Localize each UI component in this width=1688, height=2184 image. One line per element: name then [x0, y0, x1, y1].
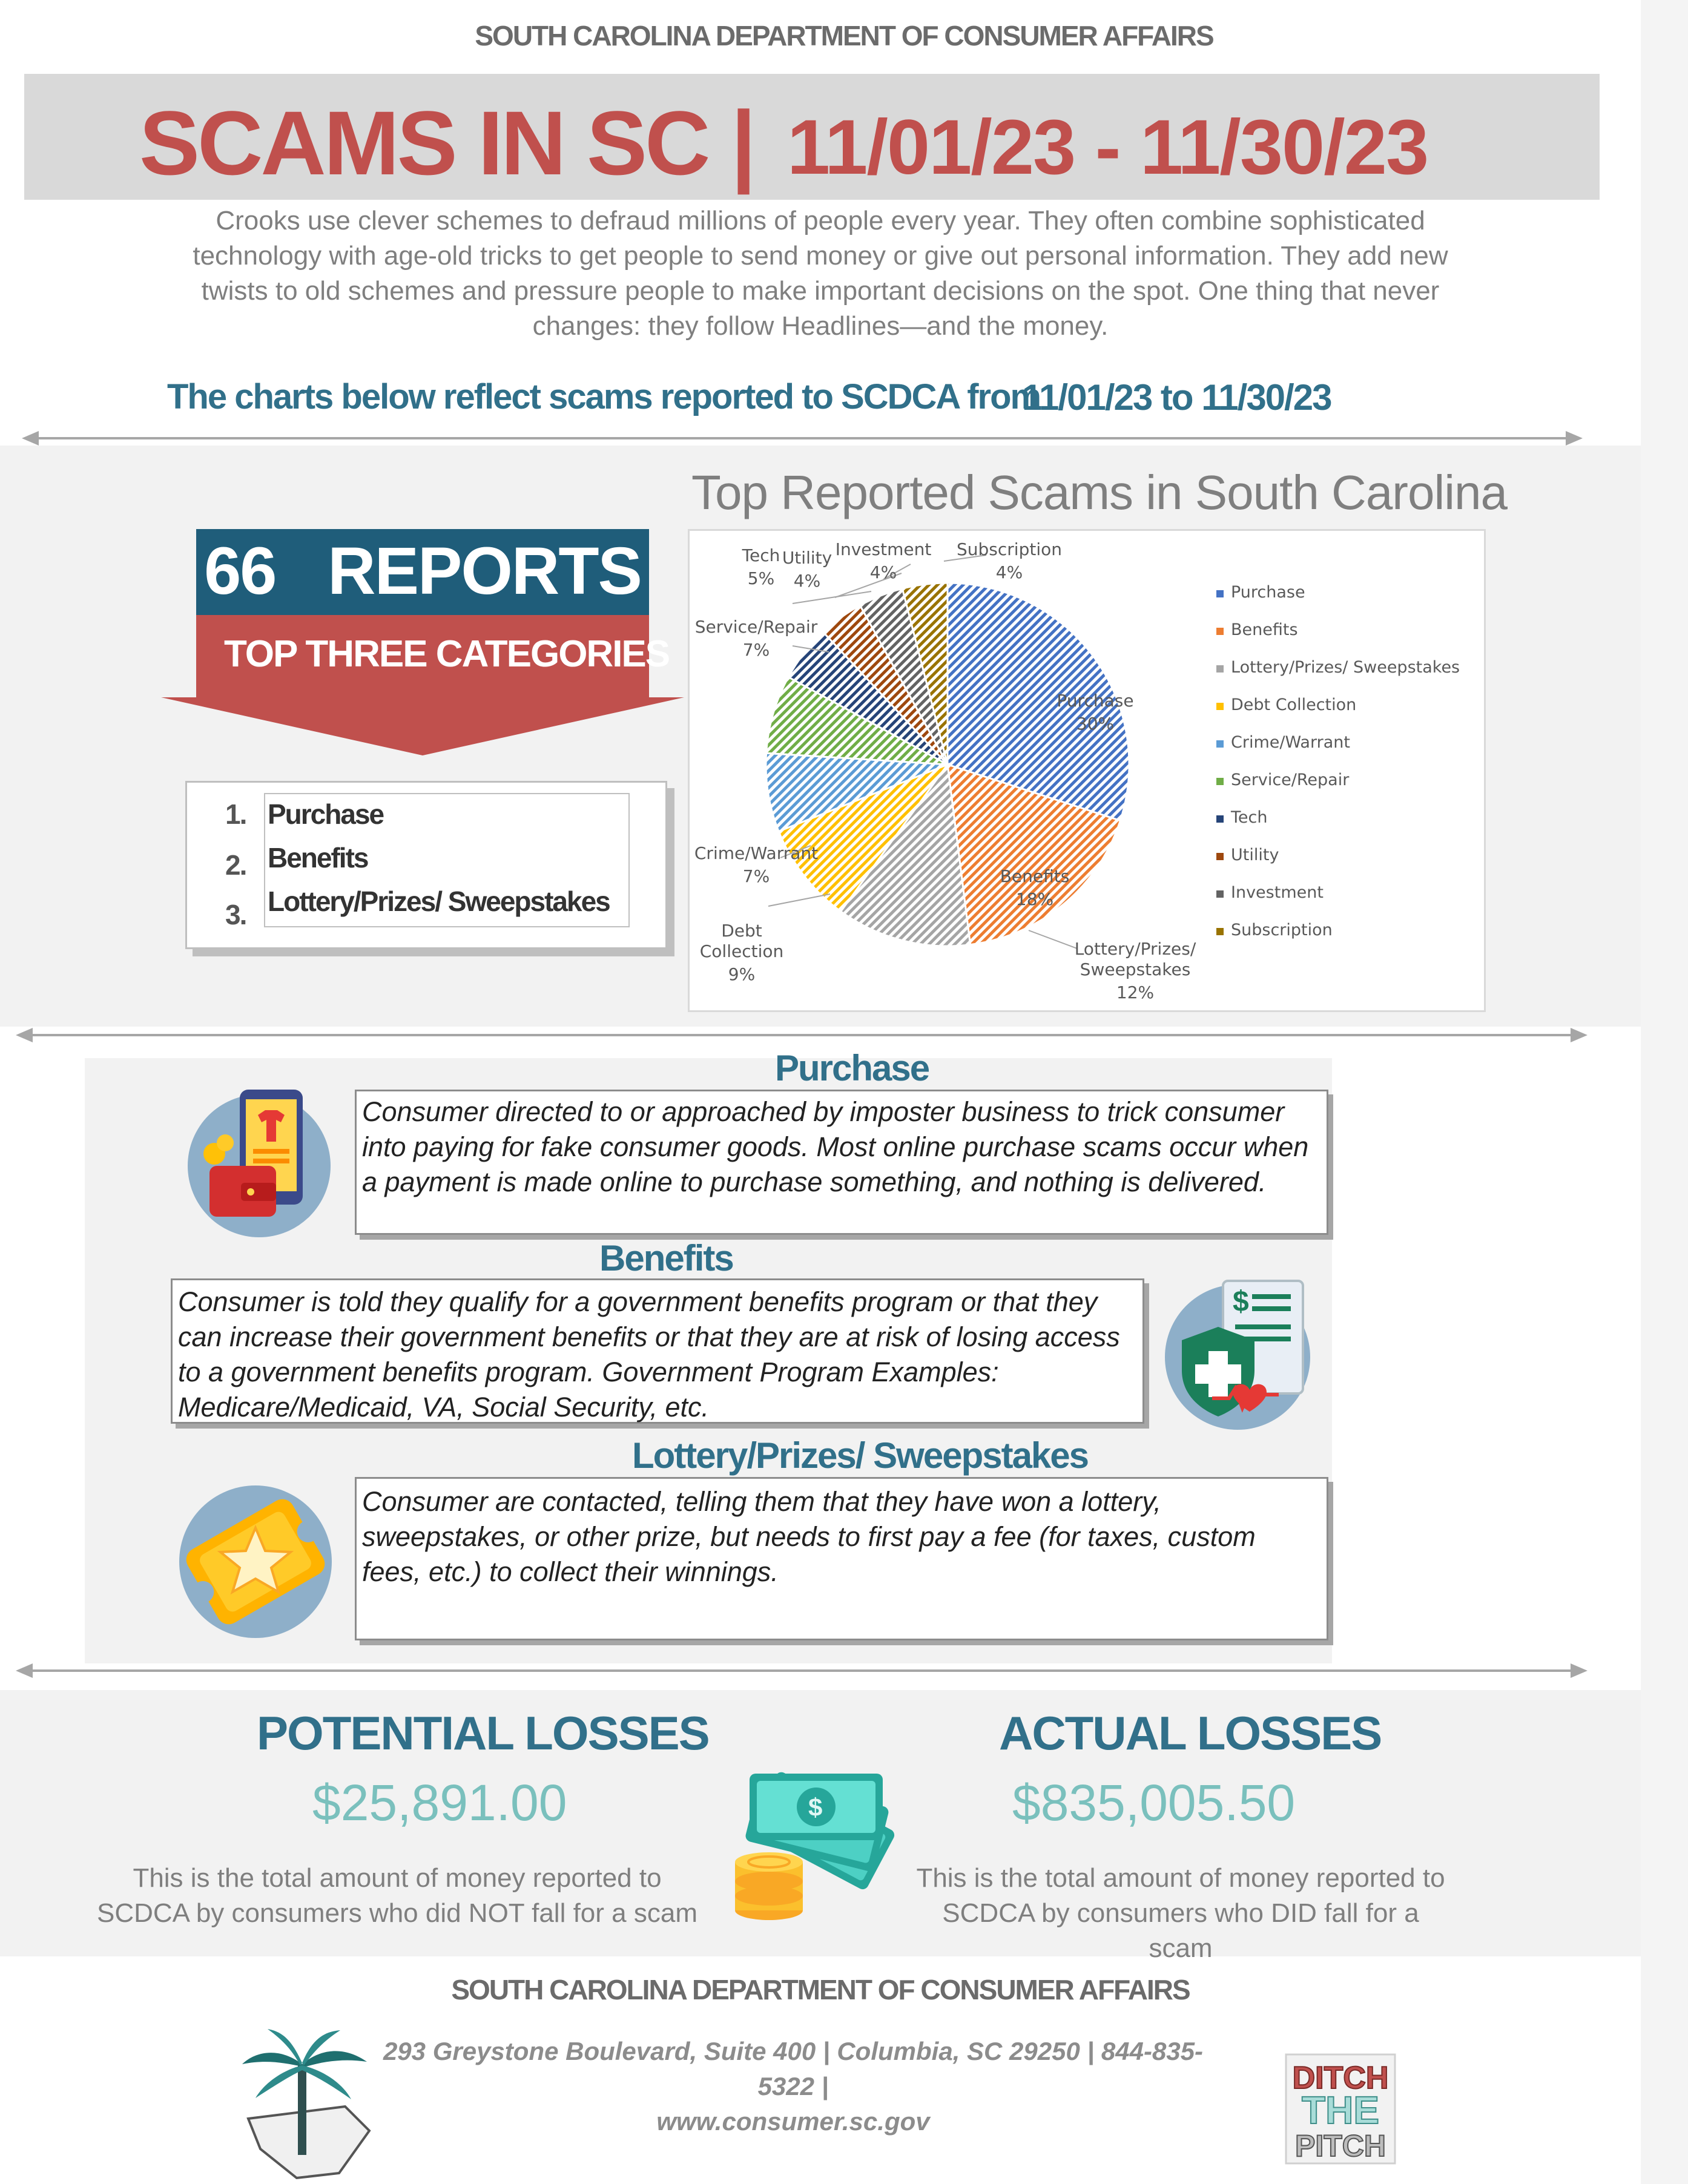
divider-line: [30, 1669, 1573, 1672]
divider-arrow-left-icon: [16, 1663, 33, 1678]
legend-swatch: [1216, 815, 1224, 823]
pie-label-name: Investment: [835, 539, 932, 559]
potential-losses-amount: $25,891.00: [312, 1774, 567, 1831]
money-stack-icon: [720, 1755, 902, 1925]
pie-label-name: Service/Repair: [694, 617, 818, 637]
legend-entry: Service/Repair: [1231, 771, 1350, 789]
pie-label-value: 5%: [747, 568, 775, 588]
list-item-number: 2.: [225, 849, 246, 881]
pie-label-value: 7%: [742, 866, 770, 886]
list-item: Benefits: [268, 842, 368, 873]
legend-swatch: [1216, 928, 1224, 935]
pie-label-name: Subscription: [957, 539, 1062, 559]
charts-from-label: The charts below reflect scams reported to SCDCA from: [167, 377, 1041, 416]
pie-label-value: 30%: [1076, 714, 1115, 734]
legend-entry: Utility: [1231, 846, 1279, 864]
south-carolina-palmetto-logo: [224, 2028, 387, 2179]
legend-swatch: [1216, 628, 1224, 635]
header-department: SOUTH CAROLINA DEPARTMENT OF CONSUMER AFFAIRS: [475, 20, 1213, 51]
legend-entry: Subscription: [1231, 921, 1333, 939]
legend-entry: Benefits: [1231, 620, 1298, 639]
footer-department: SOUTH CAROLINA DEPARTMENT OF CONSUMER AFFAIRS: [451, 1974, 1190, 2005]
pie-label-value: 4%: [869, 562, 897, 582]
actual-losses-title: ACTUAL LOSSES: [999, 1706, 1382, 1760]
legend-entry: Crime/Warrant: [1231, 733, 1350, 752]
page-title: SCAMS IN SC |: [139, 92, 754, 194]
legend-swatch: [1216, 853, 1224, 860]
pie-label-name: Purchase: [1057, 691, 1134, 711]
ditch-line-2: THE: [1302, 2088, 1379, 2132]
pie-chart: [690, 531, 1484, 1010]
ditch-the-pitch-logo: [1282, 2051, 1403, 2169]
legend-entry: Tech: [1231, 808, 1268, 827]
svg-text:$: $: [1233, 1286, 1249, 1318]
actual-losses-amount: $835,005.50: [1012, 1774, 1296, 1831]
top-three-label: TOP THREE CATEGORIES: [224, 633, 670, 675]
section-title-purchase: Purchase: [775, 1048, 929, 1088]
pie-label-value: 7%: [742, 640, 770, 660]
legend-swatch: [1216, 590, 1224, 597]
list-item-number: 3.: [225, 899, 246, 930]
pie-label-name: Tech: [742, 545, 780, 565]
intro-paragraph: Crooks use clever schemes to defraud millions of people every year. They often combine sophisticated technology with age-old tricks to get people to send money or give out personal information. They add new twists to old schemes and pressure people to make important decisions on the spot. One thing that never changes: they follow Headlines—and the money.: [193, 206, 1448, 341]
pie-label-name: Lottery/Prizes/ Sweepstakes: [1074, 939, 1196, 979]
divider-line: [30, 1034, 1573, 1036]
health-benefits-icon: [1158, 1274, 1327, 1431]
divider-arrow-left-icon: [22, 431, 39, 446]
legend-entry: Lottery/Prizes/ Sweepstakes: [1231, 658, 1460, 677]
divider-arrow-left-icon: [16, 1028, 33, 1042]
divider-arrow-right-icon: [1566, 431, 1583, 446]
ditch-line-3: PITCH: [1295, 2129, 1386, 2163]
divider-line: [36, 437, 1568, 439]
footer-address: [363, 2034, 1223, 2139]
legend-swatch: [1216, 778, 1224, 785]
potential-losses-description: This is the total amount of money reported to SCDCA by consumers who did NOT fall for a scam: [97, 1863, 697, 1928]
benefits-description: Consumer is told they qualify for a government benefits program or that they can increase their government benefits or that they are at risk of losing access to a government benefits program. Government Program Examples: Medicare/Medicaid, VA, Social Security, etc.: [178, 1286, 1120, 1423]
charts-date-label: 11/01/23 to 11/30/23: [1022, 377, 1331, 418]
page-date-range: 11/01/23 - 11/30/23: [787, 104, 1428, 191]
pie-label-value: 4%: [995, 562, 1023, 582]
pie-leader-line: [1029, 930, 1077, 949]
footer-address-line: 293 Greystone Boulevard, Suite 400 | Columbia, SC 29250 | 844-835-5322 |: [383, 2037, 1204, 2100]
potential-losses-title: POTENTIAL LOSSES: [257, 1706, 709, 1760]
legend-swatch: [1216, 665, 1224, 673]
lottery-ticket-icon: [167, 1477, 343, 1644]
page-right-margin: [1641, 0, 1688, 2184]
legend-entry: Purchase: [1231, 583, 1305, 602]
pie-label-value: 18%: [1015, 889, 1054, 909]
lottery-description: Consumer are contacted, telling them that they have won a lottery, sweepstakes, or other prize, but needs to first pay a fee (for taxes, custom fees, etc.) to collect their winnings.: [362, 1486, 1256, 1587]
chart-title: Top Reported Scams in South Carolina: [691, 465, 1507, 519]
legend-entry: Debt Collection: [1231, 696, 1357, 714]
pie-label-name: Benefits: [1000, 866, 1070, 886]
legend-swatch: [1216, 703, 1224, 710]
pie-label-name: Utility: [782, 548, 832, 568]
pie-leader-line: [768, 894, 830, 906]
list-item: Lottery/Prizes/ Sweepstakes: [268, 886, 610, 917]
pie-leader-line: [793, 591, 871, 604]
list-item: Purchase: [268, 798, 384, 830]
section-title-benefits: Benefits: [599, 1238, 733, 1278]
list-item-number: 1.: [225, 798, 246, 830]
ditch-line-1: DITCH: [1292, 2061, 1389, 2096]
divider-arrow-right-icon: [1571, 1663, 1587, 1678]
svg-text:$: $: [808, 1793, 823, 1821]
reports-count: 66 REPORTS: [204, 534, 641, 608]
pie-label-value: 4%: [793, 571, 821, 591]
pie-label-name: Crime/Warrant: [694, 843, 819, 863]
chart-frame: [688, 529, 1486, 1012]
shopping-phone-icon: [173, 1081, 345, 1238]
actual-losses-description: This is the total amount of money reported to SCDCA by consumers who DID fall for a scam: [916, 1863, 1445, 1963]
pie-label-name: Debt Collection: [699, 921, 784, 961]
divider-arrow-right-icon: [1571, 1028, 1587, 1042]
footer-website[interactable]: www.consumer.sc.gov: [656, 2107, 930, 2136]
purchase-description: Consumer directed to or approached by imposter business to trick consumer into paying for fake consumer goods. Most online purchase scams occur when a payment is made online to purchase something, and nothing is delivered.: [362, 1096, 1309, 1197]
legend-swatch: [1216, 890, 1224, 898]
section-title-lottery: Lottery/Prizes/ Sweepstakes: [632, 1435, 1089, 1476]
pie-label-value: 12%: [1116, 982, 1155, 1002]
legend-entry: Investment: [1231, 883, 1324, 902]
pie-label-value: 9%: [728, 964, 756, 984]
legend-swatch: [1216, 740, 1224, 748]
